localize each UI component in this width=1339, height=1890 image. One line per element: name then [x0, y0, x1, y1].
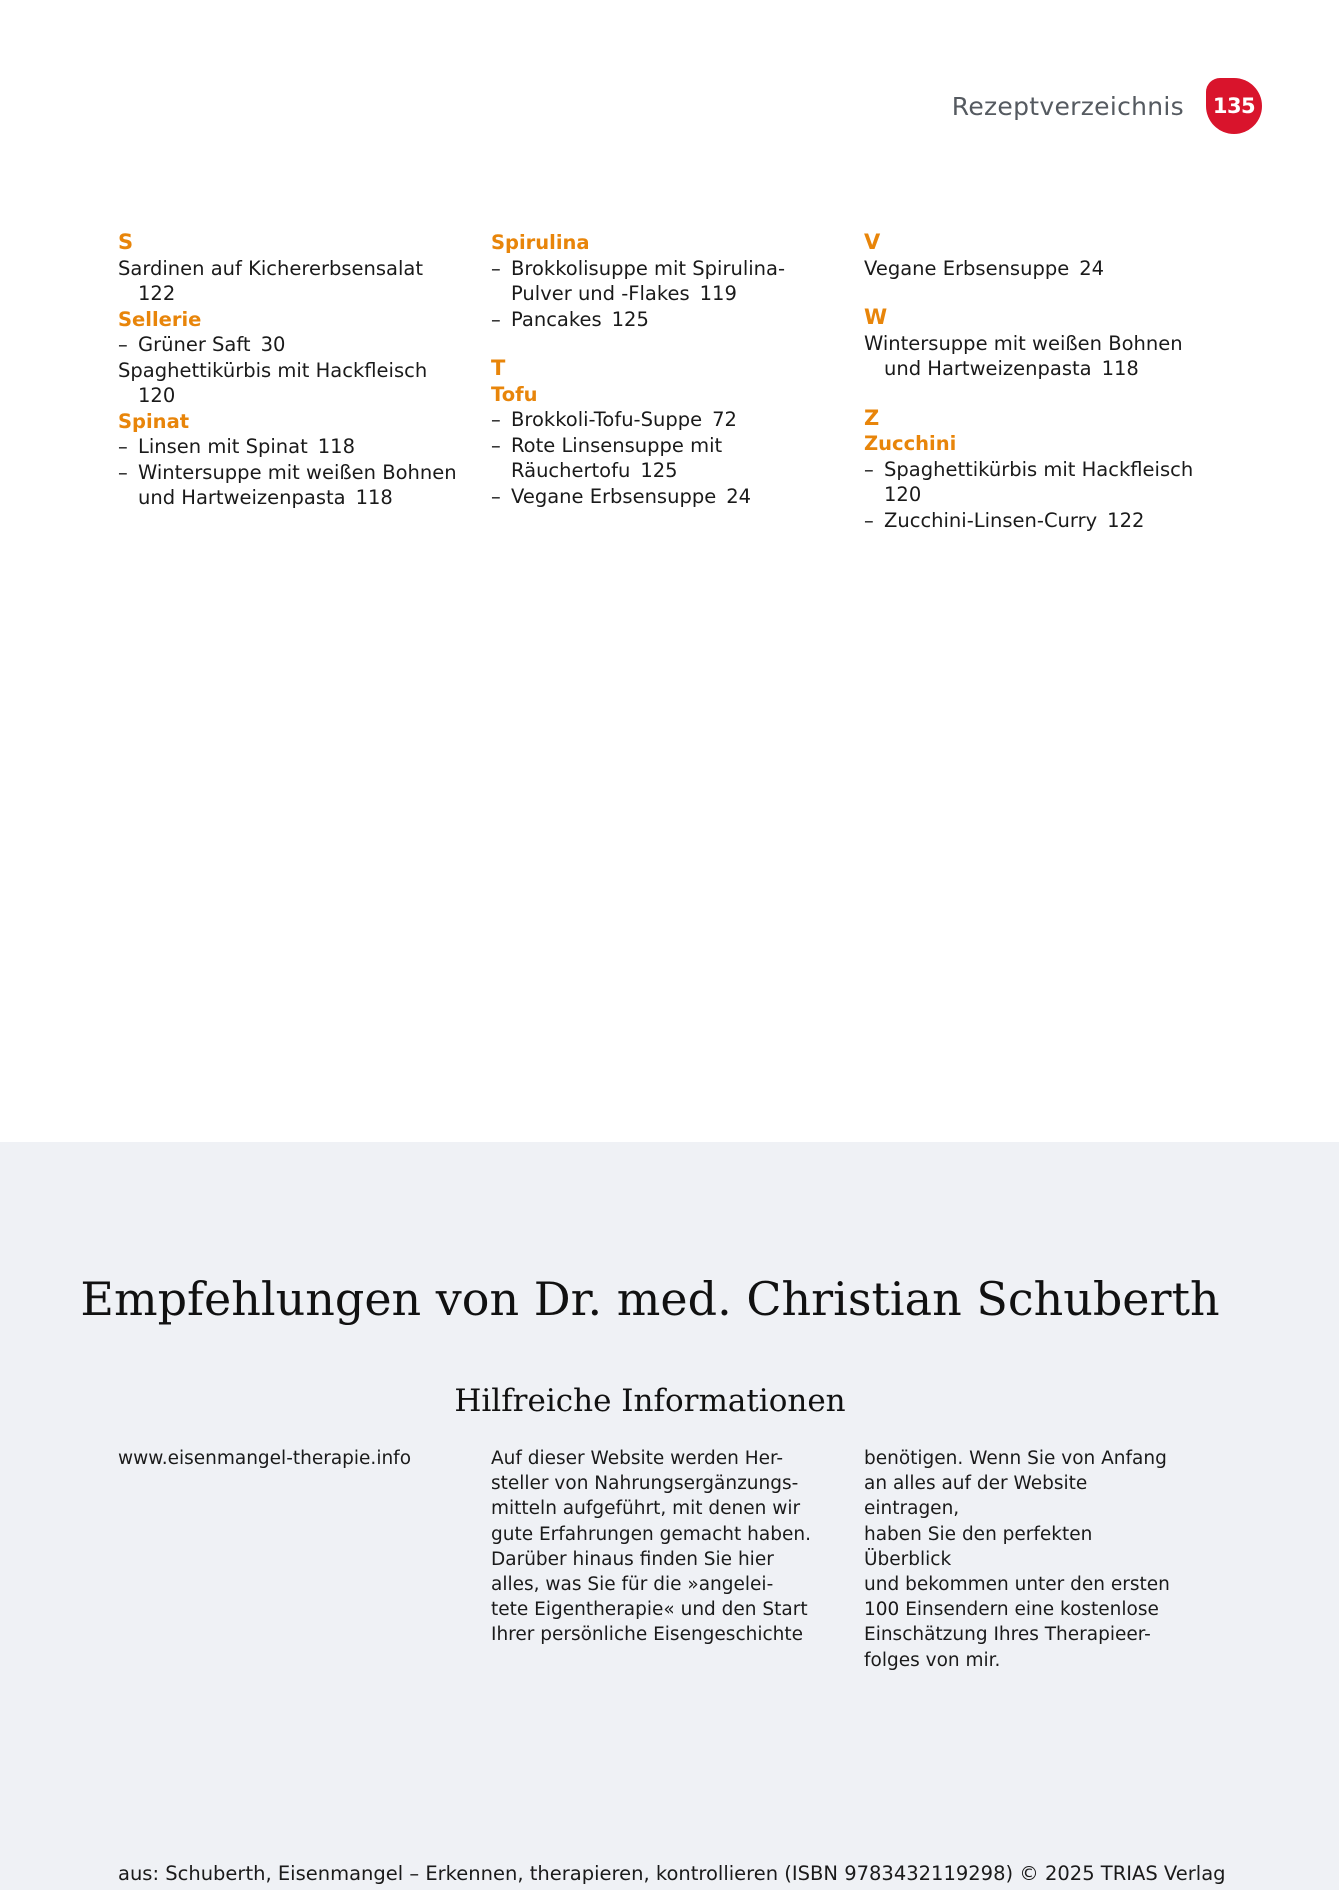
text-line: und bekommen unter den ersten	[864, 1574, 1170, 1596]
index-subentry-wintersuppe	[118, 460, 468, 511]
index-letter-s: S	[118, 230, 134, 254]
entry-text: – Brokkolisuppe mit Spirulina-	[511, 256, 786, 280]
text-line: Darüber hinaus finden Sie hier	[491, 1548, 774, 1570]
entry-page: 120	[138, 384, 176, 407]
entry-page: 120	[884, 483, 922, 506]
text-line: tete Eigentherapie« und den Start	[491, 1599, 808, 1621]
entry-text: Grüner Saft	[138, 333, 251, 356]
entry-text: Wintersuppe mit weißen Bohnen	[864, 331, 1183, 355]
entry-text: Pulver und -Flakes	[511, 282, 690, 305]
index-subentry-pancakes	[491, 307, 841, 333]
index-keyword-tofu: Tofu	[491, 382, 538, 406]
entry-page: 122	[138, 282, 176, 305]
index-subentry-tofu-suppe	[491, 407, 841, 433]
index-letter-t: T	[491, 356, 506, 380]
entry-page: 30	[260, 333, 286, 356]
text-line: benötigen. Wenn Sie von Anfang	[864, 1448, 1167, 1469]
text-line: haben Sie den perfekten Überblick	[864, 1523, 1093, 1570]
website-link[interactable]: www.eisenmangel-therapie.info	[118, 1448, 412, 1469]
index-subentry-vegane-erbsensuppe	[491, 484, 841, 510]
index-letter-v: V	[864, 230, 881, 254]
index-subentry-gruener-saft	[118, 332, 468, 358]
text-line: steller von Nahrungsergänzungs-	[491, 1473, 799, 1495]
text-line: 100 Einsendern eine kostenlose	[864, 1599, 1159, 1621]
index-subentry-spaghettikuerbis	[864, 457, 1214, 508]
entry-text: Pancakes	[511, 307, 602, 331]
page-number-badge: 135	[1206, 78, 1262, 134]
entry-text: – Wintersuppe mit weißen Bohnen	[138, 460, 457, 484]
info-text-column-3	[864, 1446, 1184, 1673]
entry-text: Zucchini-Linsen-Curry	[884, 508, 1098, 532]
entry-text: Vegane Erbsensuppe	[864, 256, 1070, 280]
index-entry-vegane-erbsensuppe	[864, 256, 1214, 282]
text-line: alles, was Sie für die »angelei-	[491, 1574, 774, 1596]
index-keyword-spirulina: Spirulina	[491, 231, 590, 254]
entry-page: 125	[640, 459, 678, 482]
index-keyword-sellerie: Sellerie	[118, 307, 202, 331]
entry-text: und Hartweizenpasta	[884, 357, 1092, 380]
entry-text: – Spaghettikürbis mit Hackfleisch	[884, 457, 1194, 481]
info-text-column-2	[491, 1446, 811, 1648]
entry-page: 122	[1107, 508, 1145, 532]
section-title: Rezeptverzeichnis	[951, 91, 1184, 121]
text-line: an alles auf der Website eintragen,	[864, 1473, 1088, 1520]
text-line: folges von mir.	[864, 1649, 1001, 1671]
entry-page: 72	[712, 408, 737, 431]
index-subentry-zucchini-curry	[864, 508, 1214, 534]
entry-text: – Rote Linsensuppe mit	[511, 433, 723, 457]
entry-text: Sardinen auf Kichererbsensalat	[118, 256, 423, 280]
index-subentry-rote-linsensuppe	[491, 433, 841, 484]
entry-page: 125	[611, 307, 649, 331]
entry-page: 24	[726, 484, 752, 508]
index-entry-spaghettikuerbis	[118, 358, 468, 409]
index-keyword-spinat: Spinat	[118, 409, 190, 433]
entry-page: 24	[1079, 256, 1105, 280]
index-letter-w: W	[864, 305, 888, 329]
entry-page: 118	[317, 435, 355, 458]
text-line: Auf dieser Website werden Her-	[491, 1448, 784, 1469]
index-letter-z: Z	[864, 405, 880, 430]
index-column-3	[864, 230, 1214, 533]
page-header	[952, 78, 1262, 134]
entry-text: Spaghettikürbis mit Hackfleisch	[118, 358, 428, 382]
entry-text: Linsen mit Spinat	[138, 435, 308, 458]
entry-text: Räuchertofu	[511, 459, 631, 482]
index-entry-sardinen	[118, 256, 468, 307]
text-line: mitteln aufgeführt, mit denen wir	[491, 1498, 801, 1520]
index-keyword-zucchini: Zucchini	[864, 432, 957, 455]
index-column-2	[491, 230, 841, 509]
text-line: Einschätzung Ihres Therapieer-	[864, 1624, 1151, 1646]
index-column-1	[118, 230, 468, 511]
text-line: gute Erfahrungen gemacht haben.	[491, 1523, 811, 1545]
index-entry-wintersuppe	[864, 331, 1214, 382]
entry-text: und Hartweizenpasta	[138, 486, 346, 509]
text-line: Ihrer persönliche Eisengeschichte	[491, 1624, 804, 1646]
entry-page: 118	[355, 486, 393, 509]
entry-page: 119	[699, 282, 737, 305]
entry-text: Vegane Erbsensuppe	[511, 484, 717, 508]
source-citation: aus: Schuberth, Eisenmangel – Erkennen, therapieren, kontrollieren (ISBN 9783432119298) © 2025 TRIAS Verlag	[118, 1862, 1226, 1885]
index-subentry-brokkolisuppe	[491, 256, 841, 307]
entry-page: 118	[1101, 357, 1139, 380]
entry-text: Brokkoli-Tofu-Suppe	[511, 408, 703, 431]
recommendations-subtitle: Hilfreiche Informationen	[454, 1383, 846, 1419]
recommendations-title: Empfehlungen von Dr. med. Christian Schuberth	[80, 1272, 1220, 1326]
index-subentry-linsen-spinat	[118, 434, 468, 460]
